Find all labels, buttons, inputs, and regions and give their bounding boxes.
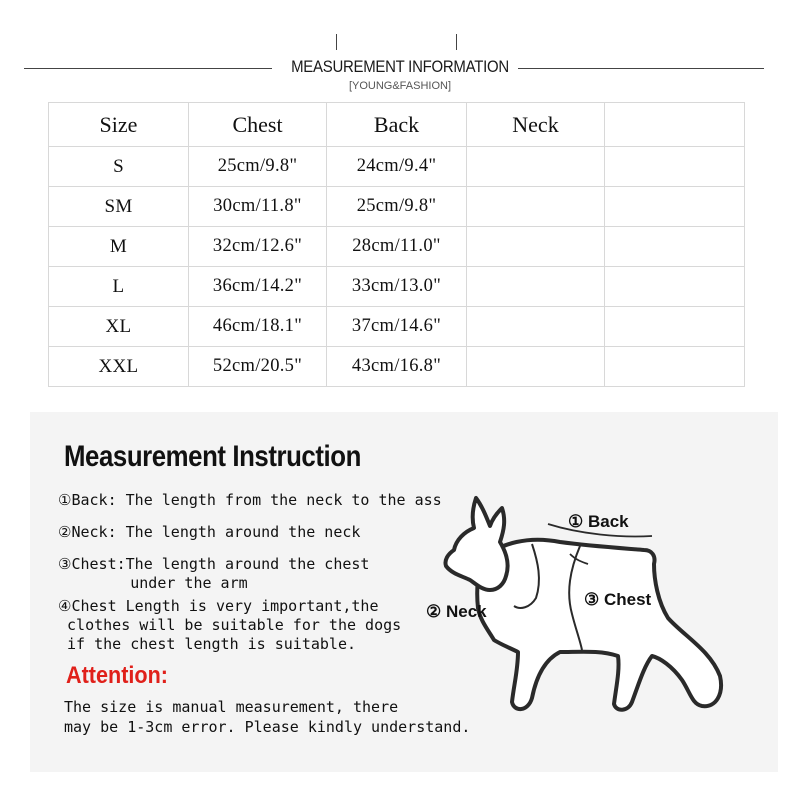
cell-chest: 36cm/14.2" (189, 267, 327, 307)
cell-neck (467, 187, 605, 227)
attention-label: Attention: (66, 662, 168, 689)
cell-neck (467, 147, 605, 187)
header-tick-right (456, 34, 457, 50)
size-table (48, 102, 745, 387)
cell-size: SM (49, 187, 189, 227)
table-row (49, 347, 745, 387)
cell-extra (605, 147, 745, 187)
label-back: ① Back (568, 512, 629, 531)
cell-neck (467, 267, 605, 307)
cell-size: S (49, 147, 189, 187)
cell-size: L (49, 267, 189, 307)
table-row (49, 307, 745, 347)
instruction-back: ①Back: The length from the neck to the ass (58, 491, 442, 509)
cell-neck (467, 307, 605, 347)
cell-back: 43cm/16.8" (327, 347, 467, 387)
table-header-row (49, 103, 745, 147)
cell-chest: 32cm/12.6" (189, 227, 327, 267)
cell-back: 24cm/9.4" (327, 147, 467, 187)
cell-extra (605, 187, 745, 227)
cell-size: XXL (49, 347, 189, 387)
cell-extra (605, 307, 745, 347)
instruction-chest: ③Chest:The length around the chest under the arm (58, 555, 370, 592)
table-row (49, 267, 745, 307)
cell-chest: 46cm/18.1" (189, 307, 327, 347)
cell-chest: 25cm/9.8" (189, 147, 327, 187)
cell-back: 33cm/13.0" (327, 267, 467, 307)
cell-extra (605, 347, 745, 387)
cell-back: 28cm/11.0" (327, 227, 467, 267)
cell-chest: 30cm/11.8" (189, 187, 327, 227)
header-subtitle: [YOUNG&FASHION] (348, 80, 452, 92)
dog-body (477, 540, 721, 710)
cell-size: M (49, 227, 189, 267)
cell-extra (605, 267, 745, 307)
label-neck: ② Neck (426, 602, 487, 621)
instruction-chest-length: ④Chest Length is very important,the clothes will be suitable for the dogs if the chest length is suitable. (58, 597, 402, 653)
cell-neck (467, 347, 605, 387)
instruction-title: Measurement Instruction (64, 440, 361, 473)
header-size: Size (49, 103, 189, 147)
instruction-neck: ②Neck: The length around the neck (58, 523, 361, 541)
measurement-header (0, 28, 800, 98)
cell-size: XL (49, 307, 189, 347)
table-row (49, 227, 745, 267)
cell-back: 37cm/14.6" (327, 307, 467, 347)
cell-back: 25cm/9.8" (327, 187, 467, 227)
header-neck: Neck (467, 103, 605, 147)
header-tick-left (336, 34, 337, 50)
label-chest: ③ Chest (584, 590, 652, 609)
cell-extra (605, 227, 745, 267)
header-chest: Chest (189, 103, 327, 147)
cell-neck (467, 227, 605, 267)
table-row (49, 187, 745, 227)
header-extra (605, 103, 745, 147)
attention-text: The size is manual measurement, there may be 1-3cm error. Please kindly understand. (64, 698, 471, 736)
header-title: MEASUREMENT INFORMATION (291, 57, 509, 76)
dog-head (445, 498, 507, 590)
header-back: Back (327, 103, 467, 147)
table-row (49, 147, 745, 187)
cell-chest: 52cm/20.5" (189, 347, 327, 387)
